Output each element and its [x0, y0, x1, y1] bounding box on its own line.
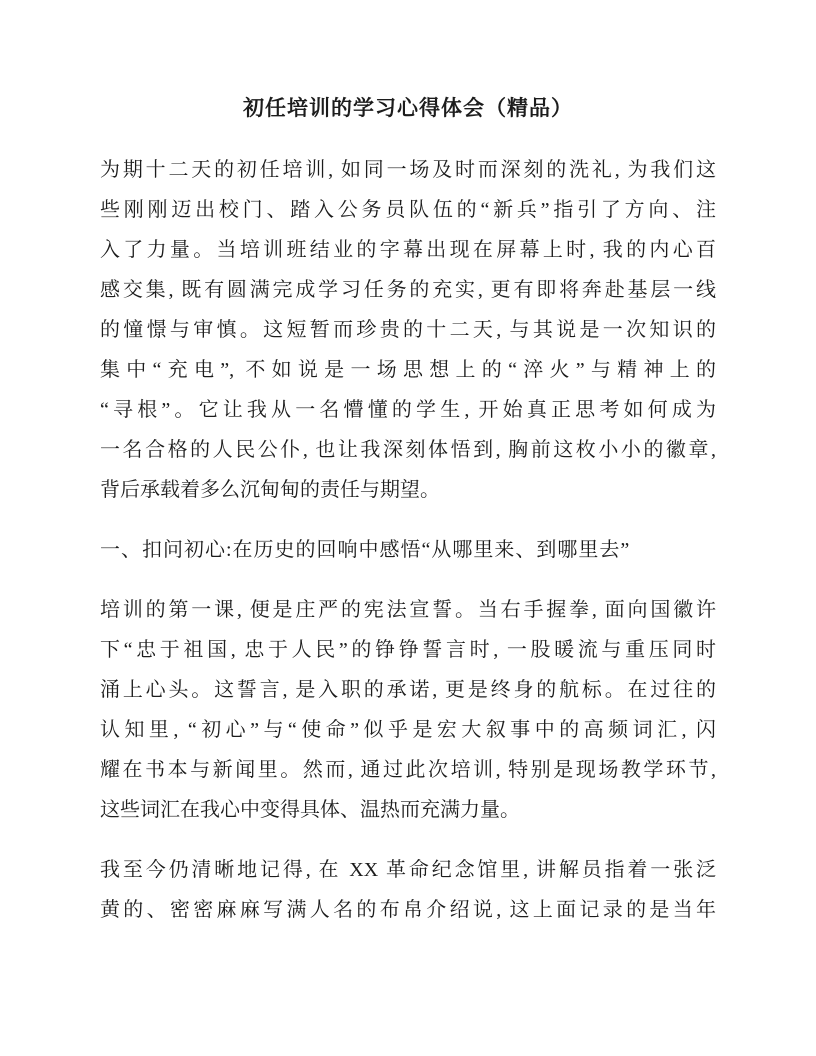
text-line: 下“忠于祖国, 忠于人民”的铮铮誓言时, 一股暖流与重压同时: [100, 639, 716, 661]
text-line: 背后承载着多么沉甸甸的责任与期望。: [100, 479, 440, 501]
text-line: 一、扣问初心:在历史的回响中感悟“从哪里来、到哪里去”: [100, 539, 631, 561]
text-line: 集中“充电”, 不如说是一场思想上的“淬火”与精神上的: [100, 359, 716, 381]
text-line: 为期十二天的初任培训, 如同一场及时而深刻的洗礼, 为我们这: [100, 159, 716, 181]
text-line: 黄的、密密麻麻写满人名的布帛介绍说, 这上面记录的是当年: [100, 899, 716, 921]
text-line: “寻根”。它让我从一名懵懂的学生, 开始真正思考如何成为: [100, 399, 716, 421]
text-line: 耀在书本与新闻里。然而, 通过此次培训, 特别是现场教学环节,: [100, 759, 716, 781]
paragraph: [100, 590, 716, 830]
text-line: 这些词汇在我心中变得具体、温热而充满力量。: [100, 799, 520, 821]
text-line: 一名合格的人民公仆, 也让我深刻体悟到, 胸前这枚小小的徽章,: [100, 439, 716, 461]
text-line: 些刚刚迈出校门、踏入公务员队伍的“新兵”指引了方向、注: [100, 199, 716, 221]
paragraph: [100, 850, 716, 930]
text-line: 入了力量。当培训班结业的字幕出现在屏幕上时, 我的内心百: [100, 239, 716, 261]
text-line: 涌上心头。这誓言, 是入职的承诺, 更是终身的航标。在过往的: [100, 679, 716, 701]
text-line: 的憧憬与审慎。这短暂而珍贵的十二天, 与其说是一次知识的: [100, 319, 716, 341]
text-line: 认知里, “初心”与“使命”似乎是宏大叙事中的高频词汇, 闪: [100, 719, 716, 741]
text-line: 我至今仍清晰地记得, 在 XX 革命纪念馆里, 讲解员指着一张泛: [100, 859, 716, 881]
text-line: 感交集, 既有圆满完成学习任务的充实, 更有即将奔赴基层一线: [100, 279, 716, 301]
text-line: 培训的第一课, 便是庄严的宪法宣誓。当右手握拳, 面向国徽许: [100, 599, 716, 621]
document-body: [100, 150, 716, 930]
document-title: 初任培训的学习心得体会（精品）: [243, 96, 573, 120]
paragraph: [100, 150, 716, 510]
section-heading: [100, 530, 716, 570]
